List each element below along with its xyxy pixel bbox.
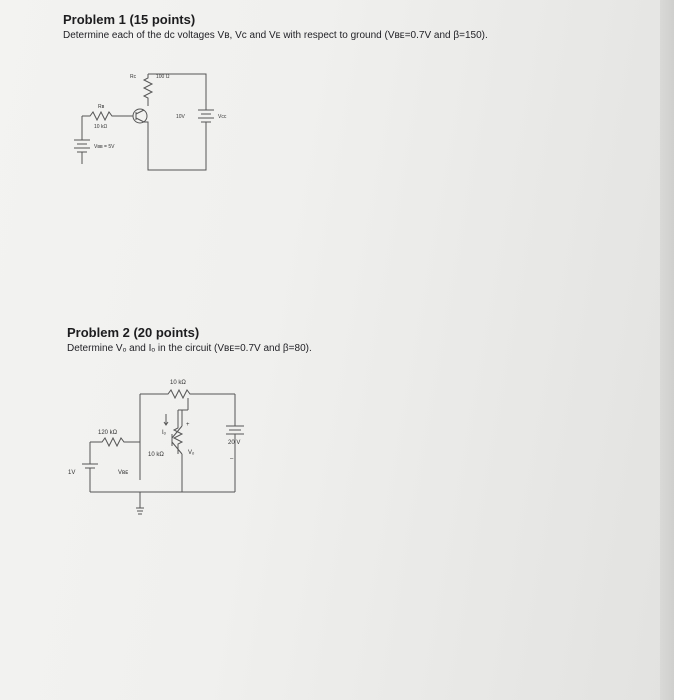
rb-label: Rʙ xyxy=(98,104,105,110)
vbb-label: Vʙʙ = 5V xyxy=(94,144,115,150)
plus-sign: + xyxy=(186,422,190,428)
problem1-text: Determine each of the dc voltages Vʙ, Vᴄ and Vᴇ with respect to ground (Vʙᴇ=0.7V and β=150). xyxy=(63,30,488,41)
problem2-circuit xyxy=(60,370,260,525)
io-label: Iₒ xyxy=(162,430,166,436)
r-left-label: 120 kΩ xyxy=(98,430,118,436)
problem1-title: Problem 1 (15 points) xyxy=(63,12,196,27)
minus-sign: – xyxy=(230,456,234,462)
rc-label: Rᴄ xyxy=(130,74,137,80)
vbe-label: Vʙᴇ xyxy=(118,470,129,476)
problem1-circuit xyxy=(60,60,240,180)
page-edge xyxy=(660,0,674,700)
supply-right-label: 20 V xyxy=(228,440,241,446)
problem2-text: Determine Vₒ and Iₒ in the circuit (Vʙᴇ=0.7V and β=80). xyxy=(67,343,312,354)
supply-left-label: 1V xyxy=(68,470,76,476)
vo-label: Vₒ xyxy=(188,450,195,456)
r-top-label: 10 kΩ xyxy=(170,380,186,386)
r-mid-label: 10 kΩ xyxy=(148,452,164,458)
vcc-value: 10V xyxy=(176,114,185,120)
vcc-label: Vᴄᴄ xyxy=(218,114,227,120)
problem2-title: Problem 2 (20 points) xyxy=(67,325,200,340)
rc-value: 100 Ω xyxy=(156,74,170,80)
rb-value: 10 kΩ xyxy=(94,124,108,130)
